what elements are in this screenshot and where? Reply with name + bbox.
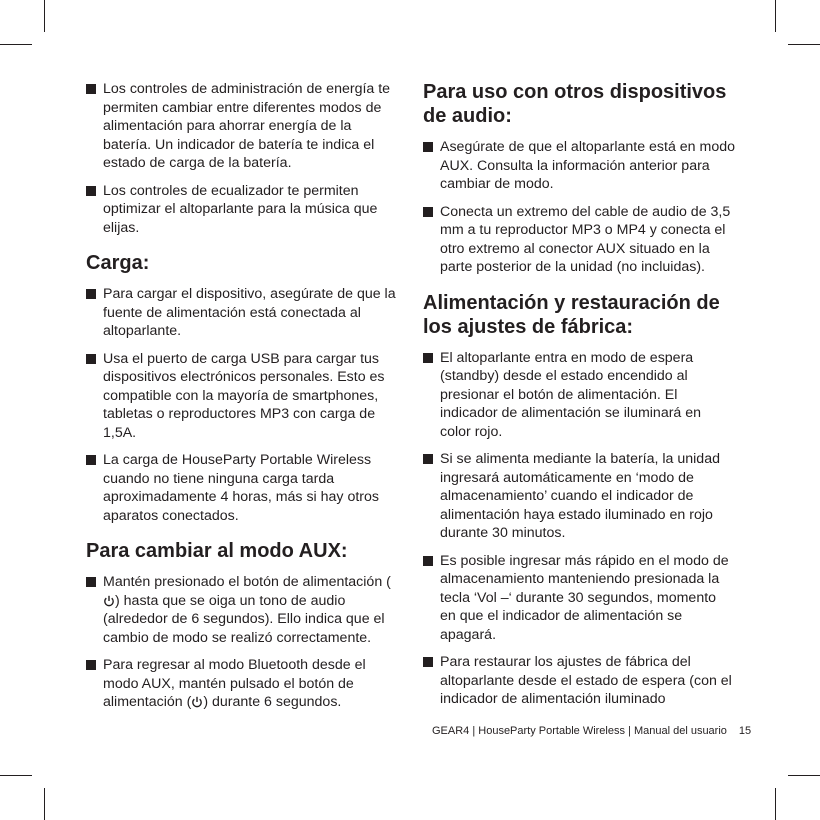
list-item	[86, 451, 398, 525]
list-item-text: Asegúrate de que el altoparlante está en modo AUX. Consulta la información anterior para cambiar de modo.	[440, 139, 735, 192]
list-item-text: Si se alimenta mediante la batería, la unidad ingresará automáticamente en ‘modo de almacenamiento’ cuando el indicador de alimentación haya estado iluminado en rojo durante 30 minutos.	[440, 451, 720, 541]
list-item	[423, 450, 735, 543]
section-heading-alimentacion: Alimentación y restauración de los ajustes de fábrica:	[423, 291, 720, 338]
crop-mark	[788, 775, 820, 776]
crop-mark	[44, 0, 45, 32]
list-item-text: ) durante 6 segundos.	[203, 694, 342, 710]
list-item	[86, 182, 398, 238]
square-bullet-icon	[86, 289, 96, 299]
square-bullet-icon	[423, 353, 433, 363]
square-bullet-icon	[86, 354, 96, 364]
list-item	[423, 203, 735, 277]
list-item-text: Los controles de ecualizador te permiten optimizar el altoparlante para la música que elijas.	[103, 182, 378, 236]
crop-mark	[775, 0, 776, 32]
crop-mark	[0, 44, 32, 45]
list-item-text: Para cargar el dispositivo, asegúrate de que la fuente de alimentación está conectada al altoparlante.	[103, 286, 396, 339]
footer-text: GEAR4 | HouseParty Portable Wireless | Manual del usuario	[432, 725, 727, 737]
list-item	[423, 138, 735, 194]
list-item	[423, 552, 735, 645]
list-item-text: La carga de HouseParty Portable Wireless cuando no tiene ninguna carga tarda aproximadamente 4 horas, más si hay otros aparatos conectados.	[103, 452, 379, 524]
list-item-text: ) hasta que se oiga un tono de audio (alrededor de 6 segundos). Ello indica que el cambio de modo se realizó correctamente.	[103, 592, 385, 646]
right-column	[423, 80, 735, 718]
list-item-text: Para restaurar los ajustes de fábrica del altoparlante desde el estado de espera (con el indicador de alimentación iluminado	[440, 654, 732, 707]
page-number: 15	[738, 725, 752, 737]
section-heading-aux: Para cambiar al modo AUX:	[86, 540, 348, 562]
list-item	[423, 349, 735, 442]
list-item-text: Conecta un extremo del cable de audio de 3,5 mm a tu reproductor MP3 o MP4 y conecta el otro extremo al conector AUX situado en la parte posterior de la unidad (no incluidas).	[440, 203, 731, 275]
list-item-text: Es posible ingresar más rápido en el modo de almacenamiento manteniendo presionada la tecla ‘Vol –‘ durante 30 segundos, momento en que el indicador de alimentación se apagará.	[440, 552, 729, 643]
list-item	[86, 350, 398, 443]
power-icon	[103, 595, 115, 607]
list-item	[86, 656, 398, 712]
list-item	[86, 285, 398, 341]
list-item-text: El altoparlante entra en modo de espera (standby) desde el estado encendido al presionar el botón de alimentación. El indicador de alimentación se iluminará en color rojo.	[440, 349, 702, 440]
crop-mark	[44, 788, 45, 820]
square-bullet-icon	[423, 454, 433, 464]
square-bullet-icon	[86, 577, 96, 587]
square-bullet-icon	[423, 657, 433, 667]
square-bullet-icon	[86, 660, 96, 670]
square-bullet-icon	[86, 455, 96, 465]
crop-mark	[788, 44, 820, 45]
left-column	[86, 80, 398, 721]
square-bullet-icon	[423, 556, 433, 566]
crop-mark	[775, 788, 776, 820]
crop-mark	[0, 775, 32, 776]
section-heading-carga: Carga:	[86, 252, 150, 274]
list-item-text: Para regresar al modo Bluetooth desde el modo AUX, mantén pulsado el botón de alimentación (	[103, 657, 366, 710]
section-heading-otros: Para uso con otros dispositivos de audio:	[423, 81, 727, 127]
list-item-text: Mantén presionado el botón de alimentación (	[103, 574, 391, 590]
square-bullet-icon	[86, 186, 96, 196]
square-bullet-icon	[423, 142, 433, 152]
list-item-text: Usa el puerto de carga USB para cargar tus dispositivos electrónicos personales. Esto es compatible con la mayoría de smartphones, tabletas o reproductores MP3 con carga de 1,5A.	[103, 350, 385, 441]
square-bullet-icon	[86, 84, 96, 94]
square-bullet-icon	[423, 207, 433, 217]
list-item	[86, 80, 398, 173]
list-item	[423, 653, 735, 709]
list-item	[86, 573, 398, 647]
page-footer	[432, 725, 751, 737]
list-item-text: Los controles de administración de energía te permiten cambiar entre diferentes modos de alimentación para ahorrar energía de la batería. Un indicador de batería te indica el estado de carga de la batería.	[103, 81, 391, 171]
power-icon	[191, 696, 203, 708]
